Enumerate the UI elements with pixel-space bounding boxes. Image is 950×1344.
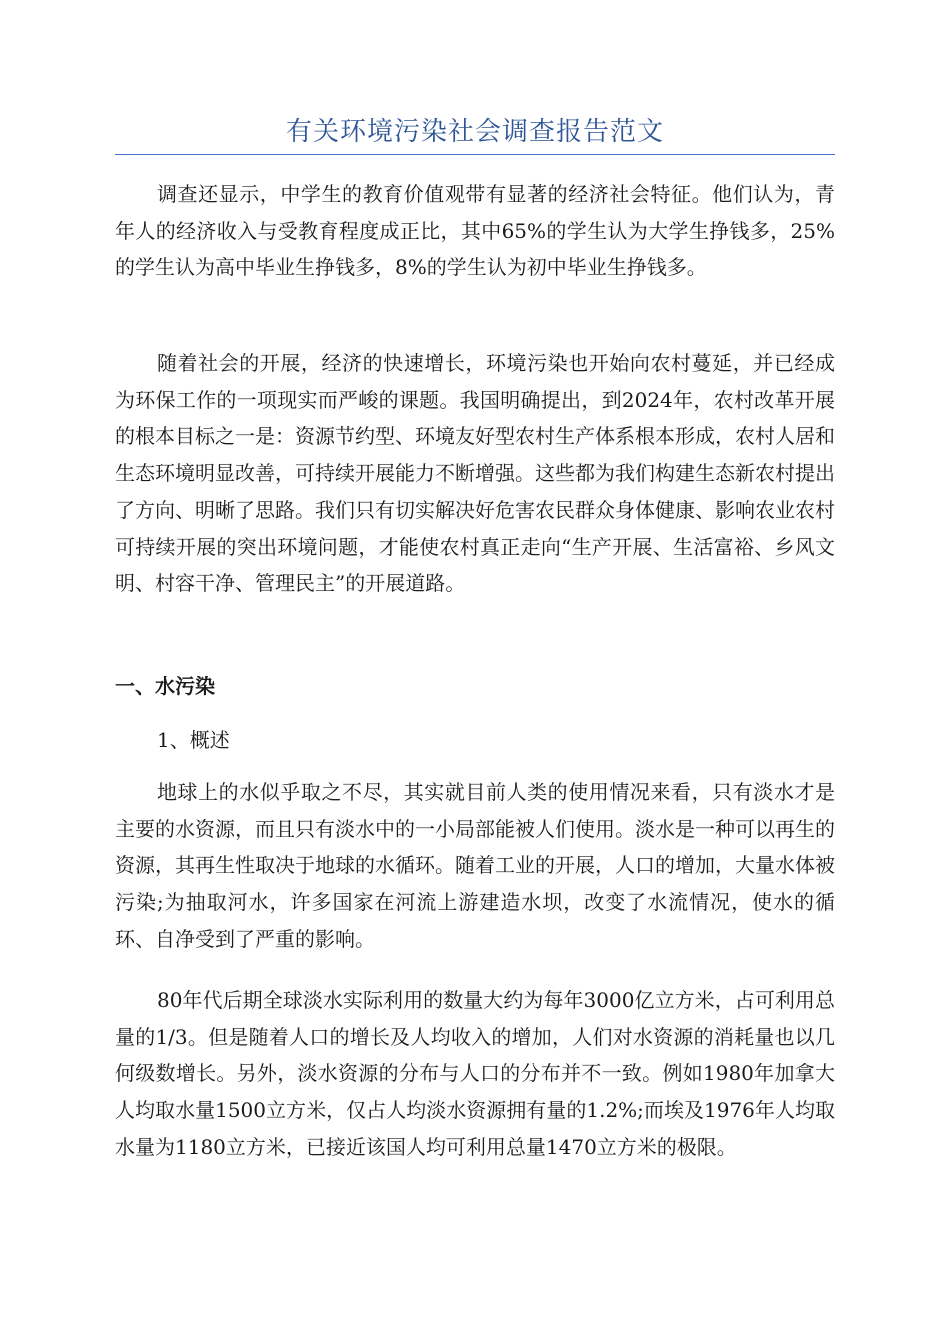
title-underline (115, 154, 835, 155)
paragraph-water-usage: 80年代后期全球淡水实际利用的数量大约为每年3000亿立方米，占可利用总量的1/3。但是随着人口的增长及人均收入的增加，人们对水资源的消耗量也以几何级数增长。另外，淡水资源的分布与人口的分布并不一致。例如1980年加拿大人均取水量1500立方米，仅占人均淡水资源拥有量的1.2%;而埃及1976年人均取水量为1180立方米，已接近该国人均可利用总量1470立方米的极限。 (115, 988, 835, 1159)
paragraph-freshwater: 地球上的水似乎取之不尽，其实就目前人类的使用情况来看，只有淡水才是主要的水资源，而且只有淡水中的一小局部能被人们使用。淡水是一种可以再生的资源，其再生性取决于地球的水循环。随着工业的开展，人口的增加，大量水体被污染;为抽取河水，许多国家在河流上游建造水坝，改变了水流情况，使水的循环、自净受到了严重的影响。 (115, 780, 835, 951)
paragraph-education-values: 调查还显示，中学生的教育价值观带有显著的经济社会特征。他们认为，青年人的经济收入与受教育程度成正比，其中65%的学生认为大学生挣钱多，25%的学生认为高中毕业生挣钱多，8%的学生认为初中毕业生挣钱多。 (115, 182, 835, 280)
section-heading-water-pollution: 一、水污染 (115, 674, 215, 698)
document-title: 有关环境污染社会调查报告范文 (285, 117, 664, 147)
subsection-heading-overview: 1、概述 (157, 728, 230, 752)
paragraph-rural-pollution: 随着社会的开展，经济的快速增长，环境污染也开始向农村蔓延，并已经成为环保工作的一项现实而严峻的课题。我国明确提出，到2024年，农村改革开展的根本目标之一是：资源节约型、环境友好型农村生产体系根本形成，农村人居和生态环境明显改善，可持续开展能力不断增强。这些都为我们构建生态新农村提出了方向、明晰了思路。我们只有切实解决好危害农民群众身体健康、影响农业农村可持续开展的突出环境问题，才能使农村真正走向“生产开展、生活富裕、乡风文明、村容干净、管理民主”的开展道路。 (115, 351, 835, 596)
